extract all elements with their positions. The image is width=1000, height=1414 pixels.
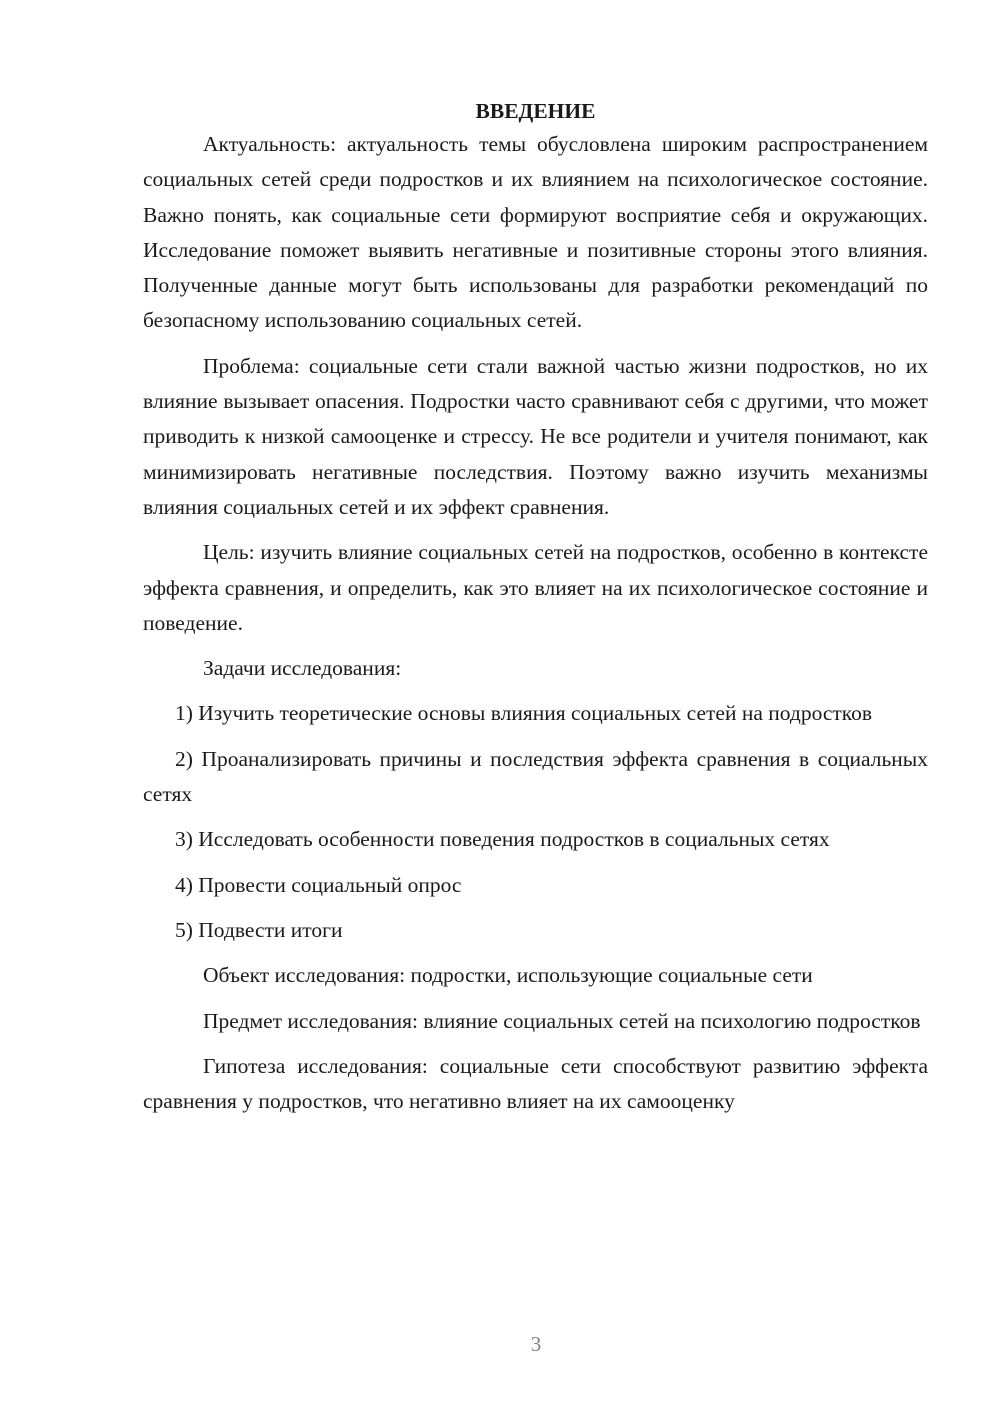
hypothesis-paragraph: Гипотеза исследования: социальные сети способствуют развитию эффекта сравнения у подростков, что негативно влияет на их самооценку — [143, 1053, 928, 1114]
page-content — [143, 95, 928, 1119]
tasks-heading: Задачи исследования: — [203, 656, 402, 681]
relevance-paragraph: Актуальность: актуальность темы обусловлена широким распространением социальных сетей среди подростков и их влиянием на психологическое состояние. Важно понять, как социальные сети формируют восприятие себя и окружающих. Исследование поможет выявить негативные и позитивные стороны этого влияния. Полученные данные могут быть использованы для разработки рекомендаций по безопасному использованию социальных сетей. — [143, 132, 928, 333]
task-item-4: 4) Провести социальный опрос — [175, 872, 462, 897]
object-paragraph: Объект исследования: подростки, использующие социальные сети — [203, 963, 813, 988]
goal-paragraph: Цель: изучить влияние социальных сетей на подростков, особенно в контексте эффекта сравнения, и определить, как это влияет на их психологическое состояние и поведение. — [143, 540, 928, 635]
task-item-1: 1) Изучить теоретические основы влияния социальных сетей на подростков — [175, 701, 873, 726]
task-item-3: 3) Исследовать особенности поведения подростков в социальных сетях — [175, 827, 830, 852]
problem-paragraph: Проблема: социальные сети стали важной частью жизни подростков, но их влияние вызывает опасения. Подростки часто сравнивают себя с другими, что может приводить к низкой самооценке и стрессу. Не все родители и учителя понимают, как минимизировать негативные последствия. Поэтому важно изучить механизмы влияния социальных сетей и их эффект сравнения. — [143, 353, 928, 519]
task-item-5: 5) Подвести итоги — [175, 917, 343, 942]
page-number: 3 — [530, 1332, 542, 1356]
subject-paragraph: Предмет исследования: влияние социальных сетей на психологию подростков — [203, 1008, 921, 1033]
task-item-2: 2) Проанализировать причины и последствия эффекта сравнения в социальных сетях — [143, 746, 928, 807]
page-title: ВВЕДЕНИЕ — [475, 99, 596, 123]
